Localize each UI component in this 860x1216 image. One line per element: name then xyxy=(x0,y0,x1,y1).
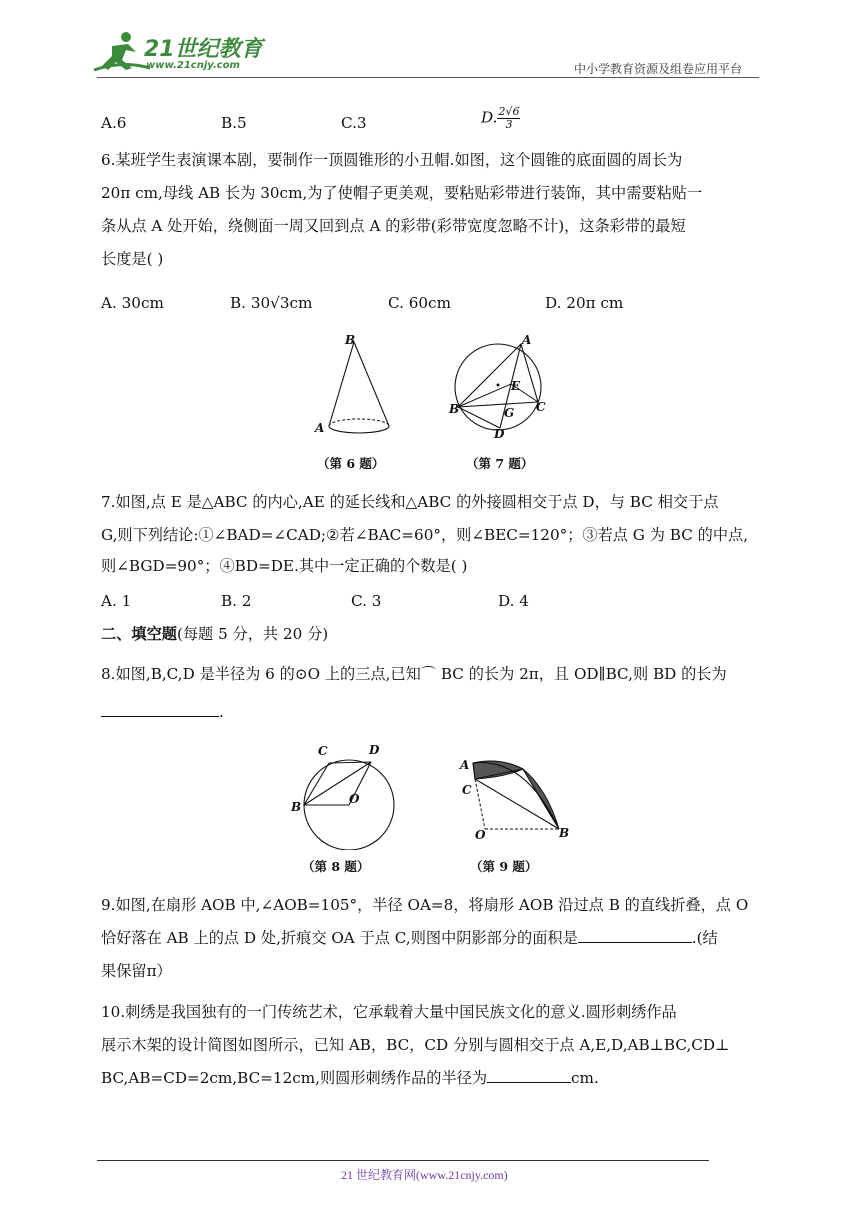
q9-line-1: 9.如图,在扇形 AOB 中,∠AOB=105°，半径 OA=8，将扇形 AOB 沿过点 B 的直线折叠，点 O xyxy=(101,896,749,914)
q9-line-2 xyxy=(101,922,766,955)
section-2-note: (每题 5 分，共 20 分) xyxy=(176,625,329,643)
figure-8-circle xyxy=(287,738,407,850)
logo xyxy=(92,30,262,78)
fig8-caption: （第 8 题） xyxy=(302,859,370,874)
q7-option-b: B. 2 xyxy=(221,592,252,610)
q7-line-2: G,则下列结论:①∠BAD=∠CAD;②若∠BAC=60°，则∠BEC=120°；③若点 G 为 BC 的中点, xyxy=(101,526,749,544)
section-2-heading xyxy=(101,618,766,651)
logo-main-text: 21世纪教育 xyxy=(144,37,263,62)
fig9-label-a: A xyxy=(460,758,470,772)
runner-logo-icon xyxy=(92,30,152,76)
figure-7-circle xyxy=(447,332,552,440)
q10-line-3-post: cm. xyxy=(571,1069,599,1087)
q6-option-d: D. 20π cm xyxy=(545,294,624,312)
fig9-caption: （第 9 题） xyxy=(470,859,538,874)
q10-line-3-pre: BC,AB=CD=2cm,BC=12cm,则圆形刺绣作品的半径为 xyxy=(101,1069,488,1087)
fig6-caption: （第 6 题） xyxy=(317,456,385,471)
q10-line-3 xyxy=(101,1062,766,1095)
q9-line-2-pre: 恰好落在 AB 上的点 D 处,折痕交 OA 于点 C,则图中阴影部分的面积是 xyxy=(101,929,578,947)
footer-link[interactable]: 21 世纪教育网(www.21cnjy.com) xyxy=(341,1168,508,1182)
q7-option-d: D. 4 xyxy=(498,592,529,610)
fig7-label-c: C xyxy=(536,400,546,414)
fig9-label-c: C xyxy=(462,783,472,797)
q6-option-a: A. 30cm xyxy=(101,294,164,312)
q5-option-c: C.3 xyxy=(341,114,367,132)
fig8-label-d: D xyxy=(369,743,380,757)
fig7-label-e: E xyxy=(511,379,521,393)
q7-option-a: A. 1 xyxy=(101,592,132,610)
q6-line-4: 长度是( ) xyxy=(101,250,164,268)
figure-6-cone xyxy=(305,332,415,444)
q6-option-b: B. 30√3cm xyxy=(230,294,313,312)
q10-line-2: 展示木架的设计简图如图所示，已知 AB，BC，CD 分别与圆相交于点 A,E,D,AB⊥BC,CD⊥ xyxy=(101,1036,730,1054)
q6-line-2: 20π cm,母线 AB 长为 30cm,为了使帽子更美观，要粘贴彩带进行装饰，其中需要粘贴一 xyxy=(101,184,703,202)
fig8-label-b: B xyxy=(291,800,302,814)
fig7-label-b: B xyxy=(449,402,460,416)
q6-line-3: 条从点 A 处开始，绕侧面一周又回到点 A 的彩带(彩带宽度忽略不计)，这条彩带的最短 xyxy=(101,217,686,235)
fig9-label-b: B xyxy=(559,826,570,840)
q9-answer-blank[interactable] xyxy=(578,928,692,943)
fig7-label-d: D xyxy=(494,427,505,440)
logo-url-text: www.21cnjy.com xyxy=(146,60,240,71)
fig6-label-b: B xyxy=(345,333,356,347)
q9-line-3: 果保留π） xyxy=(101,962,172,980)
fig7-label-g: G xyxy=(504,406,515,420)
q5-option-d-prefix: D. xyxy=(481,108,498,127)
q7-line-1: 7.如图,点 E 是△ABC 的内心,AE 的延长线和△ABC 的外接圆相交于点 D，与 BC 相交于点 xyxy=(101,493,719,511)
fig8-label-c: C xyxy=(318,744,328,758)
q5-d-numerator: 2√6 xyxy=(498,105,520,118)
q5-option-d xyxy=(481,106,520,131)
q7-option-c: C. 3 xyxy=(351,592,382,610)
fig6-label-a: A xyxy=(315,421,325,435)
q6-line-1: 6.某班学生表演课本剧，要制作一顶圆锥形的小丑帽.如图，这个圆锥的底面圆的周长为 xyxy=(101,151,683,169)
fig9-label-o: O xyxy=(475,828,486,842)
q8-answer-blank[interactable] xyxy=(101,702,219,717)
q9-line-2-post: .(结 xyxy=(691,929,718,947)
footer-divider xyxy=(97,1160,709,1161)
fig7-caption: （第 7 题） xyxy=(466,456,534,471)
q10-line-1: 10.刺绣是我国独有的一门传统艺术，它承载着大量中国民族文化的意义.圆形刺绣作品 xyxy=(101,1003,677,1021)
q5-option-a: A.6 xyxy=(101,114,127,132)
q8-line-2-end: . xyxy=(219,703,224,721)
q5-option-d-fraction xyxy=(497,106,520,131)
q5-d-denominator: 3 xyxy=(505,118,513,131)
site-name: 中小学教育资源及组卷应用平台 xyxy=(574,62,743,76)
fig7-label-a: A xyxy=(522,333,532,347)
figure-9-sector xyxy=(455,753,575,845)
fig8-label-o: O xyxy=(349,792,360,806)
header-divider xyxy=(97,77,759,78)
q7-line-3: 则∠BGD=90°；④BD=DE.其中一定正确的个数是( ) xyxy=(101,557,468,575)
section-2-title: 二、填空题 xyxy=(101,625,177,643)
q5-option-b: B.5 xyxy=(221,114,247,132)
q8-line-2 xyxy=(101,696,766,729)
q10-answer-blank[interactable] xyxy=(487,1068,571,1083)
q6-option-c: C. 60cm xyxy=(388,294,451,312)
q8-line-1: 8.如图,B,C,D 是半径为 6 的⊙O 上的三点,已知⌒ BC 的长为 2π，且 OD∥BC,则 BD 的长为 xyxy=(101,665,727,683)
